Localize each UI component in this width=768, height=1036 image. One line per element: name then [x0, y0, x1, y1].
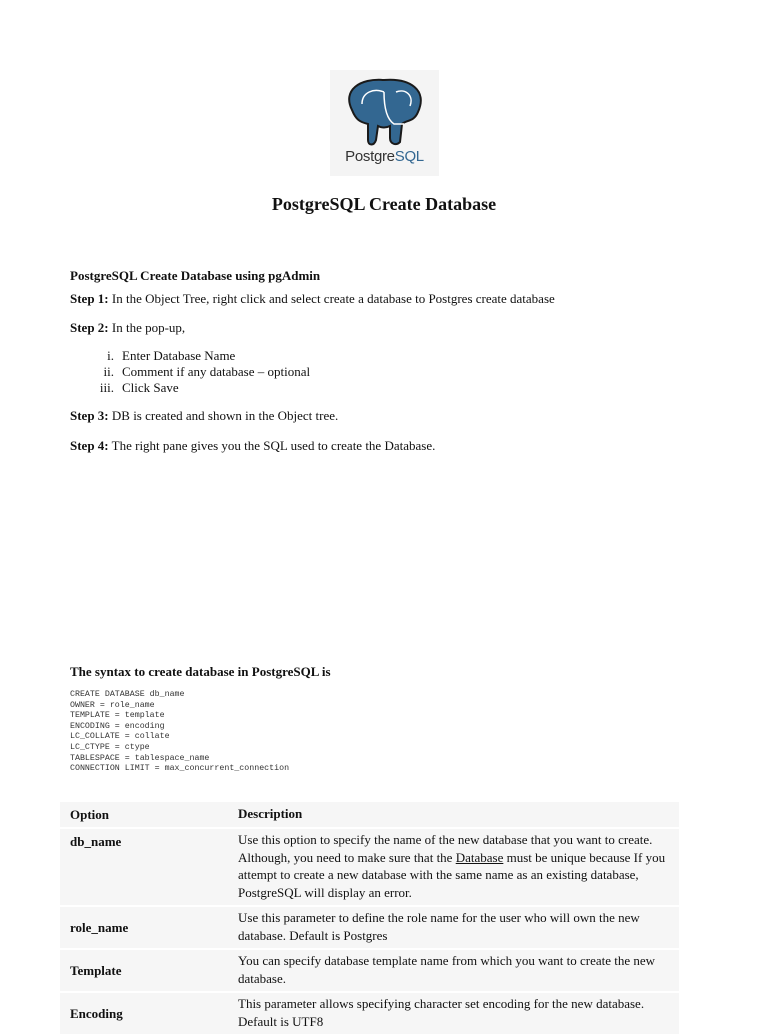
option-cell: db_name — [70, 834, 122, 849]
list-item: ii. Comment if any database – optional — [103, 364, 311, 379]
step-3: Step 3: DB is created and shown in the Object tree. — [70, 408, 339, 423]
description-cell: You can specify database template name from which you want to create the new database. — [238, 953, 656, 986]
option-cell: Encoding — [70, 1005, 123, 1021]
step-1: Step 1: In the Object Tree, right click and select create a database to Postgres create database — [70, 291, 555, 306]
page-title: PostgreSQL Create Database — [271, 194, 497, 214]
postgresql-logo — [330, 70, 439, 176]
table-row — [60, 829, 679, 907]
table-row — [60, 907, 679, 950]
description-cell: Use this option to specify the name of the new database that you want to create. Although, you need to make sure that the Database must be unique because If you attempt to create a new database with the same name as an existing database, PostgreSQL will display an error. — [238, 832, 666, 900]
section-heading: PostgreSQL Create Database using pgAdmin — [70, 268, 321, 283]
table-row — [60, 950, 679, 993]
syntax-heading: The syntax to create database in PostgreSQL is — [70, 664, 331, 679]
options-table — [60, 802, 679, 1036]
elephant-icon — [330, 70, 439, 150]
option-cell: Template — [70, 962, 122, 978]
description-cell: This parameter allows specifying character set encoding for the new database. Default is UTF8 — [238, 996, 645, 1029]
step-4: Step 4: The right pane gives you the SQL used to create the Database. — [70, 438, 436, 453]
list-item: i. Enter Database Name — [107, 348, 236, 363]
code-block: CREATE DATABASE db_name OWNER = role_name TEMPLATE = template ENCODING = encoding LC_COLLATE = collate LC_CTYPE = ctype TABLESPACE = tablespace_name CONNECTION LIMIT = max_concurrent_connection — [70, 690, 290, 774]
option-cell: role_name — [70, 919, 129, 935]
step-2: Step 2: In the pop-up, — [70, 320, 186, 335]
header-option: Option — [70, 806, 110, 822]
header-description: Description — [238, 805, 303, 821]
table-row — [60, 993, 679, 1036]
list-item: iii. Click Save — [99, 380, 179, 395]
logo-wordmark: PostgreSQL — [345, 148, 424, 165]
database-link[interactable]: Database — [455, 849, 504, 865]
description-cell: Use this parameter to define the role name for the user who will own the new database. Default is Postgres — [238, 910, 640, 943]
table-header — [60, 802, 679, 829]
